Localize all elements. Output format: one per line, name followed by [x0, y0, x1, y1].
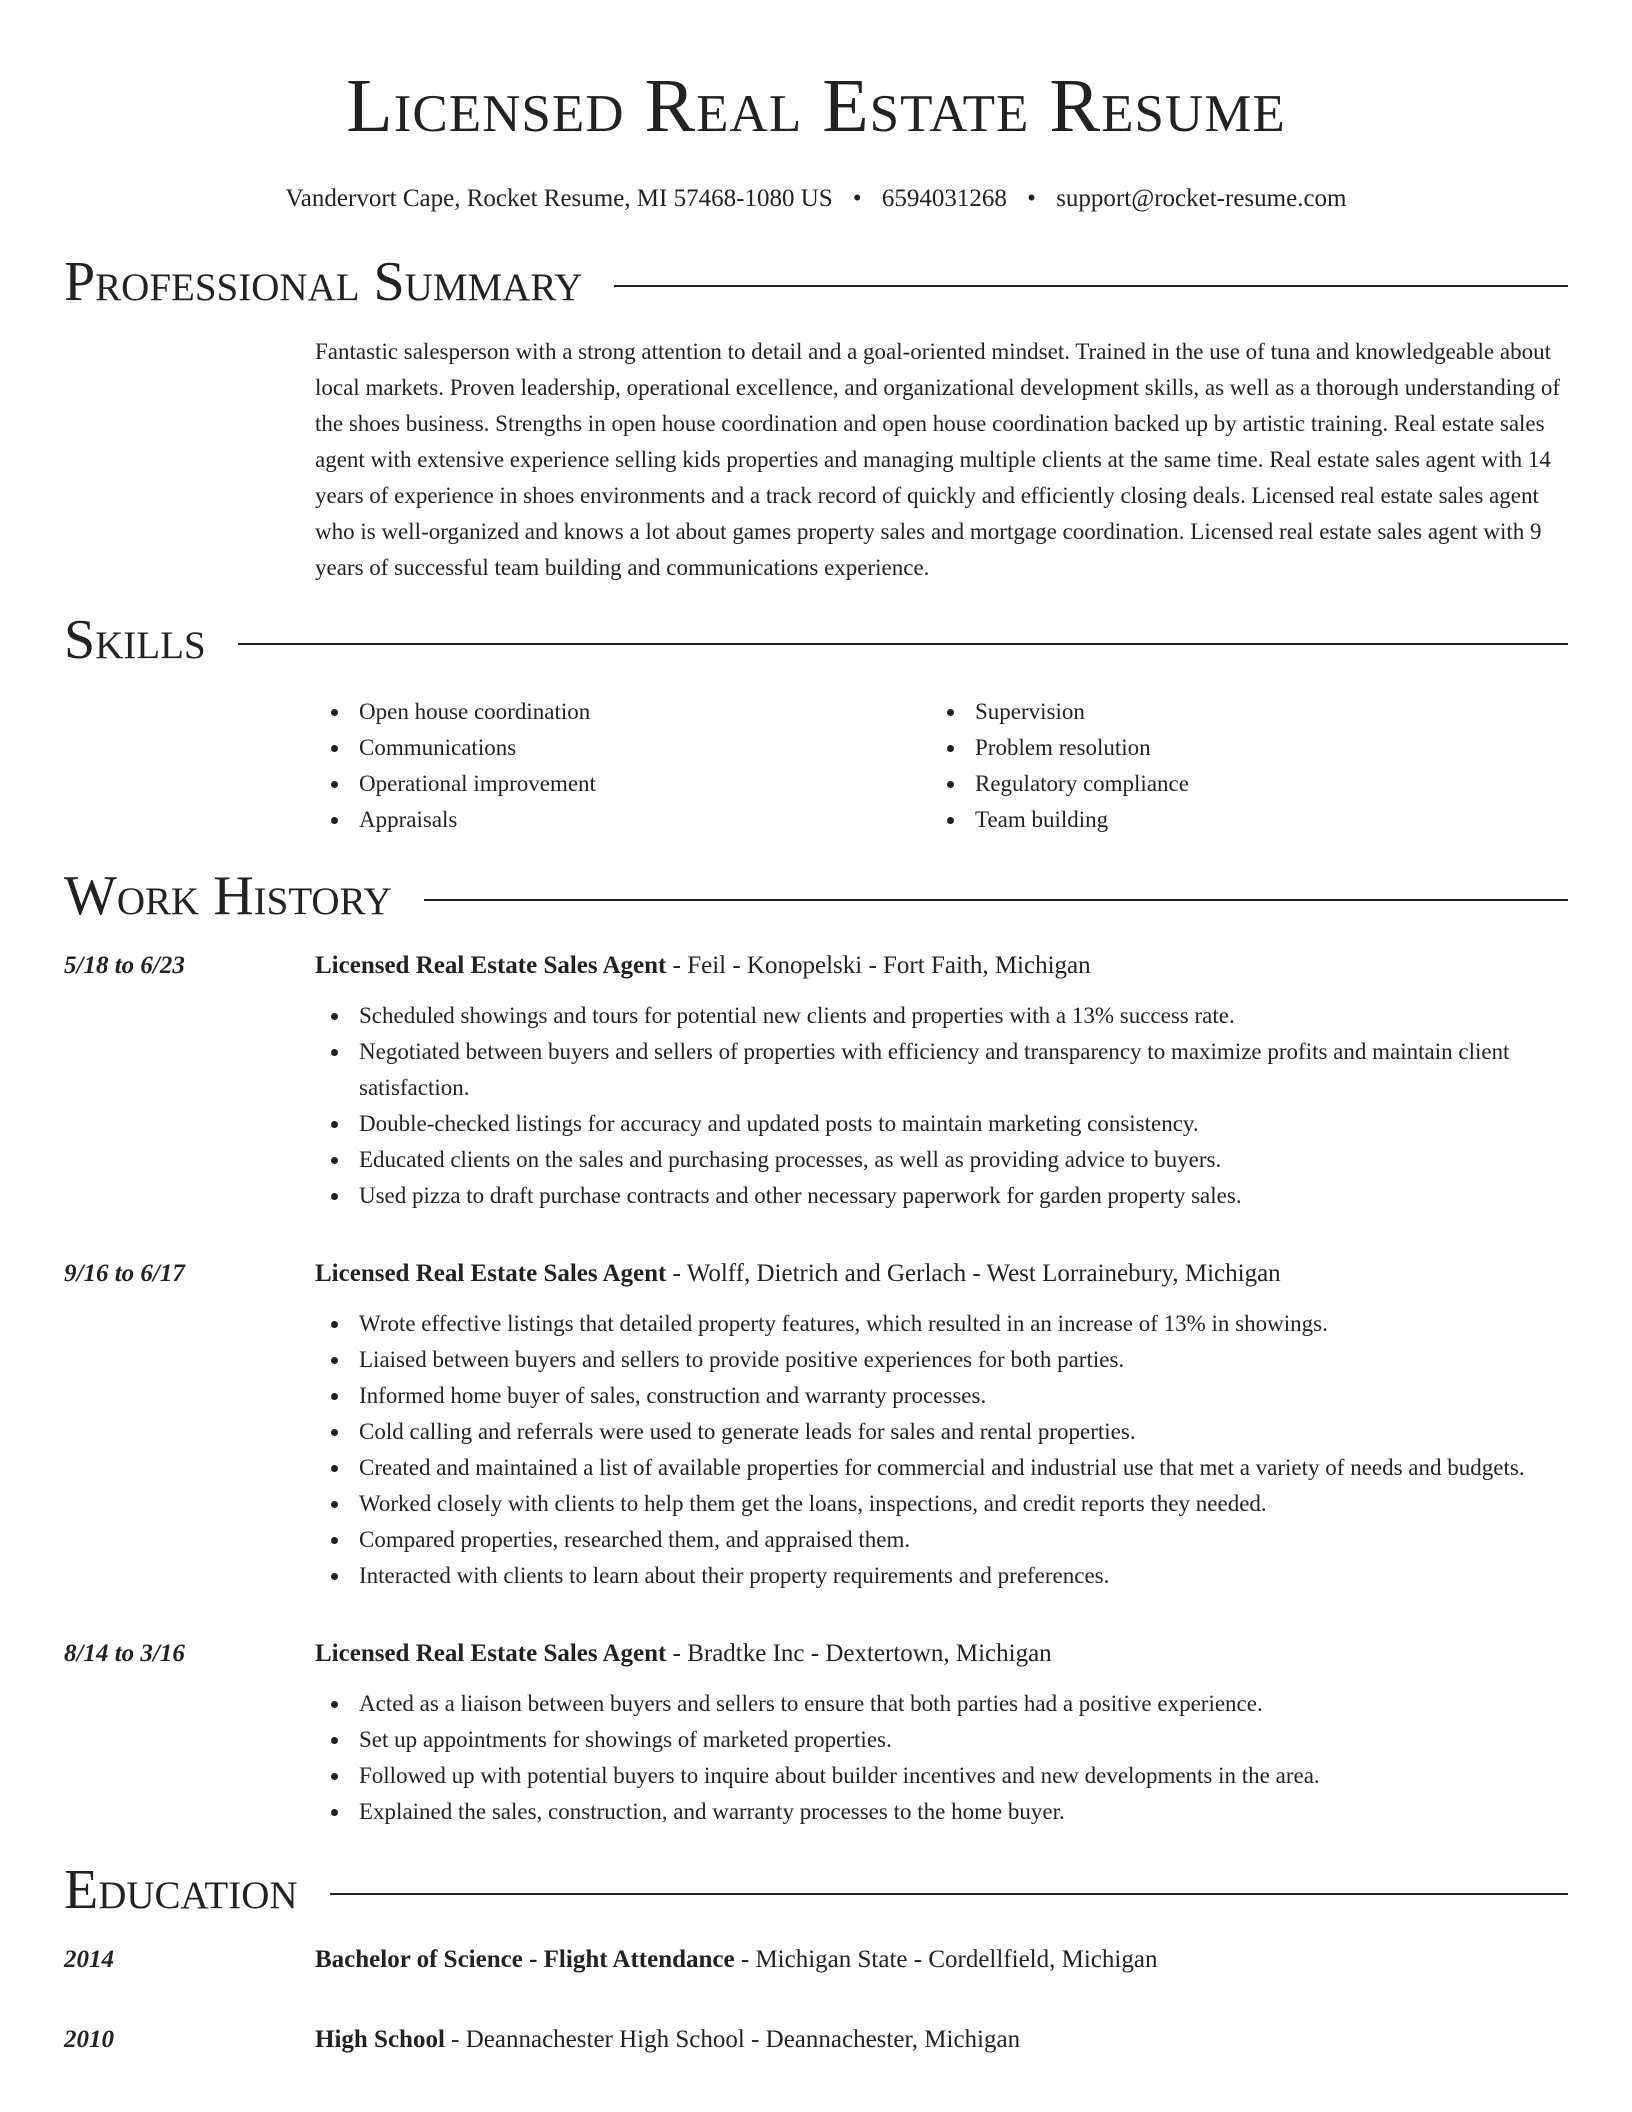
- skill-item: Appraisals: [315, 802, 931, 838]
- education-details: [315, 1942, 1568, 1978]
- job-entry: [64, 1636, 1568, 1830]
- skill-item: Communications: [315, 730, 931, 766]
- job-bullet: Created and maintained a list of available properties for commercial and industrial use that met a variety of needs and budgets.: [315, 1450, 1568, 1486]
- job-bullet: Scheduled showings and tours for potential new clients and properties with a 13% success rate.: [315, 998, 1568, 1034]
- job-bullets: [315, 998, 1568, 1214]
- job-bullet: Acted as a liaison between buyers and sellers to ensure that both parties had a positive experience.: [315, 1686, 1568, 1722]
- job-bullet: Liaised between buyers and sellers to provide positive experiences for both parties.: [315, 1342, 1568, 1378]
- contact-address: Vandervort Cape, Rocket Resume, MI 57468-1080 US: [285, 185, 833, 212]
- job-bullet: Informed home buyer of sales, construction and warranty processes.: [315, 1378, 1568, 1414]
- section-divider: [614, 285, 1568, 287]
- job-bullet: Educated clients on the sales and purchasing processes, as well as providing advice to buyers.: [315, 1142, 1568, 1178]
- resume-title: Licensed Real Estate Resume: [346, 64, 1286, 148]
- contact-line: [64, 182, 1568, 216]
- skill-item: Operational improvement: [315, 766, 931, 802]
- skill-item: Problem resolution: [931, 730, 1547, 766]
- job-entry: [64, 948, 1568, 1214]
- job-bullet: Double-checked listings for accuracy and updated posts to maintain marketing consistency.: [315, 1106, 1568, 1142]
- education-details: [315, 2022, 1568, 2058]
- section-divider: [238, 643, 1568, 645]
- job-details: [315, 1256, 1568, 1594]
- section-title-work: Work History: [64, 865, 392, 927]
- job-bullet: Used pizza to draft purchase contracts and other necessary paperwork for garden property sales.: [315, 1178, 1568, 1214]
- section-divider: [424, 899, 1568, 901]
- job-dates: 9/16 to 6/17: [64, 1260, 185, 1287]
- job-bullet: Followed up with potential buyers to inquire about builder incentives and new developments in the area.: [315, 1758, 1568, 1794]
- education-year: 2014: [64, 1946, 114, 1973]
- education-degree: High School: [315, 2026, 445, 2053]
- job-details: [315, 948, 1568, 1214]
- section-title-education: Education: [64, 1859, 298, 1921]
- skills-column-right: [931, 694, 1547, 838]
- job-title-line: [315, 1636, 1568, 1672]
- job-details: [315, 1636, 1568, 1830]
- summary-text: Fantastic salesperson with a strong attention to detail and a goal-oriented mindset. Trained in the use of tuna and knowledgeable about local markets. Proven leadership, operational excellence, and organizational development skills, as well as a thorough understanding of the shoes business. Strengths in open house coordination and open house coordination backed up by artistic training. Real estate sales agent with extensive experience selling kids properties and managing multiple clients at the same time. Real estate sales agent with 14 years of experience in shoes environments and a track record of quickly and efficiently closing deals. Licensed real estate sales agent who is well-organized and knows a lot about games property sales and mortgage coordination. Licensed real estate sales agent with 9 years of successful team building and communications experience.: [315, 339, 1561, 580]
- job-title: Licensed Real Estate Sales Agent: [315, 1640, 667, 1667]
- job-bullet: Worked closely with clients to help them get the loans, inspections, and credit reports they needed.: [315, 1486, 1568, 1522]
- job-dates: 5/18 to 6/23: [64, 952, 185, 979]
- skill-item: Supervision: [931, 694, 1547, 730]
- contact-separator: •: [852, 185, 862, 212]
- section-header-work: [64, 864, 1568, 928]
- section-title-skills: Skills: [64, 609, 206, 671]
- section-title-summary: Professional Summary: [64, 251, 583, 313]
- job-dates: 8/14 to 3/16: [64, 1640, 185, 1667]
- job-bullets: [315, 1306, 1568, 1594]
- job-bullet: Interacted with clients to learn about their property requirements and preferences.: [315, 1558, 1568, 1594]
- section-divider: [330, 1893, 1568, 1895]
- skills-column-left: [315, 694, 931, 838]
- job-entry: [64, 1256, 1568, 1594]
- job-bullets: [315, 1686, 1568, 1830]
- job-bullet: Wrote effective listings that detailed property features, which resulted in an increase of 13% in showings.: [315, 1306, 1568, 1342]
- section-header-skills: [64, 608, 1568, 672]
- job-employer: - Bradtke Inc - Dextertown, Michigan: [666, 1640, 1052, 1667]
- job-bullet: Explained the sales, construction, and warranty processes to the home buyer.: [315, 1794, 1568, 1830]
- skill-item: Team building: [931, 802, 1547, 838]
- education-year: 2010: [64, 2026, 114, 2053]
- job-bullet: Cold calling and referrals were used to generate leads for sales and rental properties.: [315, 1414, 1568, 1450]
- skill-item: Regulatory compliance: [931, 766, 1547, 802]
- job-title: Licensed Real Estate Sales Agent: [315, 1260, 667, 1287]
- job-employer: - Feil - Konopelski - Fort Faith, Michigan: [666, 952, 1091, 979]
- education-school: - Deannachester High School - Deannachester, Michigan: [444, 2026, 1021, 2053]
- education-school: - Michigan State - Cordellfield, Michigan: [734, 1946, 1158, 1973]
- section-header-summary: [64, 250, 1568, 314]
- education-line: [315, 1942, 1568, 1978]
- job-bullet: Set up appointments for showings of marketed properties.: [315, 1722, 1568, 1758]
- contact-email: support@rocket-resume.com: [1056, 185, 1347, 212]
- job-employer: - Wolff, Dietrich and Gerlach - West Lorrainebury, Michigan: [666, 1260, 1281, 1287]
- contact-phone: 6594031268: [881, 185, 1007, 212]
- job-title-line: [315, 948, 1568, 984]
- section-header-education: [64, 1858, 1568, 1922]
- education-degree: Bachelor of Science - Flight Attendance: [315, 1946, 735, 1973]
- job-bullet: Compared properties, researched them, and appraised them.: [315, 1522, 1568, 1558]
- contact-separator: •: [1027, 185, 1036, 212]
- education-entry: [64, 2022, 1568, 2058]
- education-entry: [64, 1942, 1568, 1978]
- skills-list: [315, 694, 1568, 838]
- job-bullet: Negotiated between buyers and sellers of properties with efficiency and transparency to maximize profits and maintain client satisfaction.: [315, 1034, 1568, 1106]
- skill-item: Open house coordination: [315, 694, 931, 730]
- job-title-line: [315, 1256, 1568, 1292]
- education-line: [315, 2022, 1568, 2058]
- job-title: Licensed Real Estate Sales Agent: [315, 952, 667, 979]
